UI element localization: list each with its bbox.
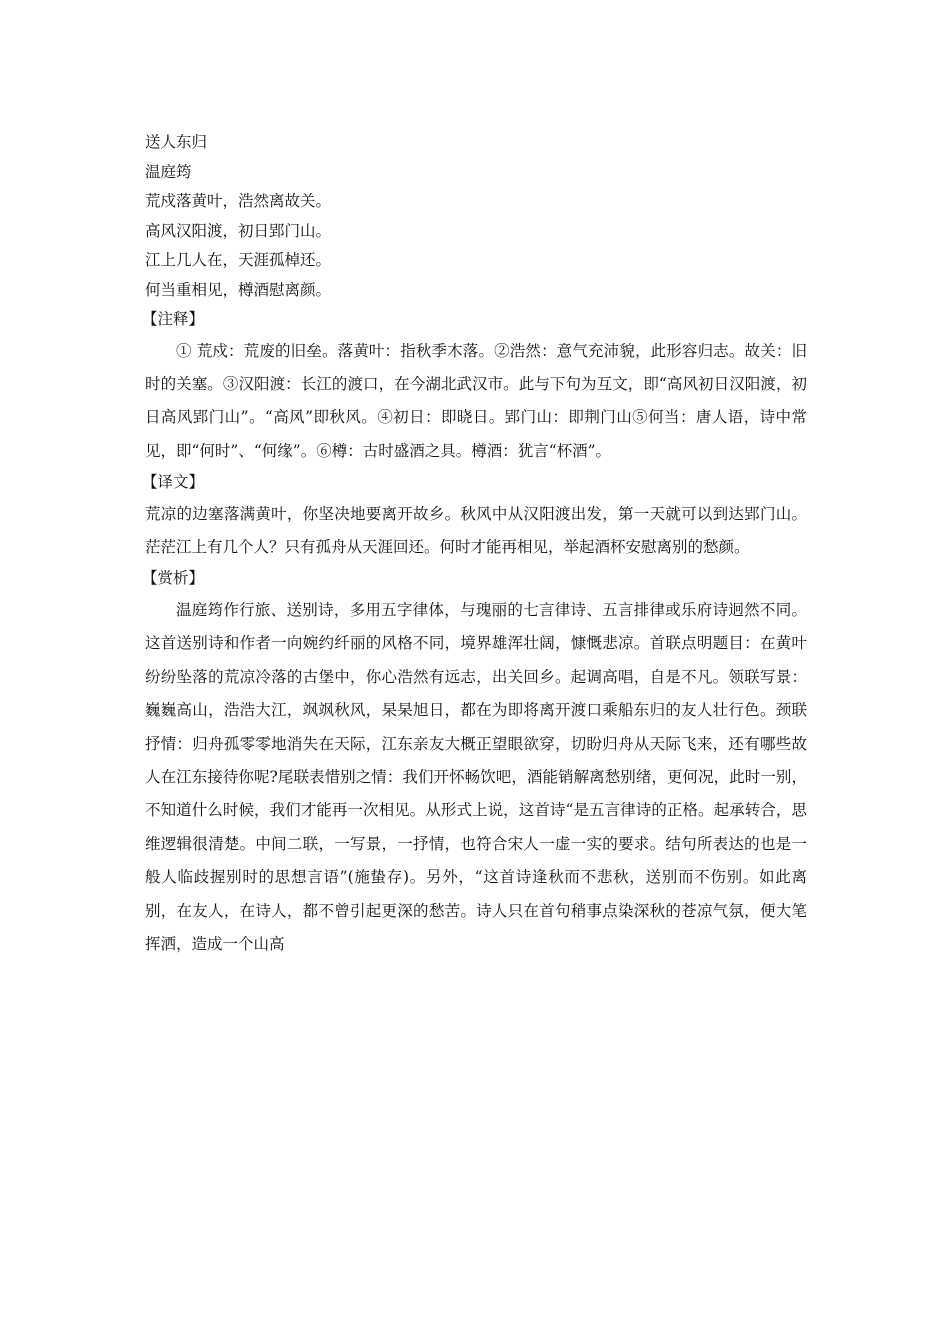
translation-heading: 【译文】 (142, 473, 205, 492)
poem-line-3: 江上几人在，天涯孤棹还。 (145, 251, 332, 269)
document-page (142, 128, 807, 961)
notes-heading: 【注释】 (142, 310, 205, 328)
appreciation-heading: 【赏析】 (142, 569, 205, 588)
poem-line-4: 何当重相见，樽酒慰离颜。 (145, 280, 332, 299)
poem-title: 送人东归 (145, 133, 208, 151)
translation-text: 荒凉的边塞落满黄叶，你坚决地要离开故乡。秋风中从汉阳渡出发，第一天就可以到达郢门山。茫茫江上有几个人？只有孤舟从天涯回还。何时才能再相见，举起酒杯安慰离别的愁颜。 (145, 504, 807, 557)
poem-line-1: 荒戍落黄叶，浩然离故关。 (145, 192, 332, 210)
appreciation-text: 温庭筠作行旅、送别诗，多用五字律体，与瑰丽的七言律诗、五言排律或乐府诗迥然不同。这首送别诗和作者一向婉约纤丽的风格不同，境界雄浑壮阔，慷慨悲凉。首联点明题目：在黄叶纷纷坠落的荒凉冷落的古堡中，你心浩然有远志，出关回乡。起调高唱，自是不凡。领联写景：巍巍高山，浩浩大江，飒飒秋风，杲杲旭日，都在为即将离开渡口乘船东归的友人壮行色。颈联抒情：归舟孤零零地消失在天际，江东亲友大概正望眼欲穿，切盼归舟从天际飞来，还有哪些故人在江东接待你呢?尾联表惜别之情：我们开怀畅饮吧，酒能销解离愁别绪，更何况，此时一别，不知道什么时候，我们才能再一次相见。从形式上说，这首诗“是五言律诗的正格。起承转合，思维逻辑很清楚。中间二联，一写景，一抒情，也符合宋人一虚一实的要求。结句所表达的也是一般人临歧握别时的思想言语”(施蛰存)。另外，“这首诗逢秋而不悲秋，送别而不伤别。如此离别，在友人，在诗人，都不曾引起更深的愁苦。诗人只在首句稍事点染深秋的苍凉气氛，便大笔挥洒，造成一个山高 (145, 600, 807, 953)
notes-text: ① 荒戍：荒废的旧垒。落黄叶：指秋季木落。②浩然：意气充沛貌，此形容归志。故关：旧时的关塞。③汉阳渡：长江的渡口，在今湖北武汉市。此与下句为互文，即“高风初日汉阳渡，初日高风郢门山”。“高风”即秋风。④初日：即晓日。郢门山：即荆门山⑤何当：唐人语，诗中常见，即“何时”、“何缘”。⑥樽：古时盛酒之具。樽酒：犹言“杯酒”。 (145, 341, 807, 460)
poem-line-2: 高风汉阳渡，初日郢门山。 (145, 221, 332, 240)
poem-author: 温庭筠 (145, 162, 192, 181)
